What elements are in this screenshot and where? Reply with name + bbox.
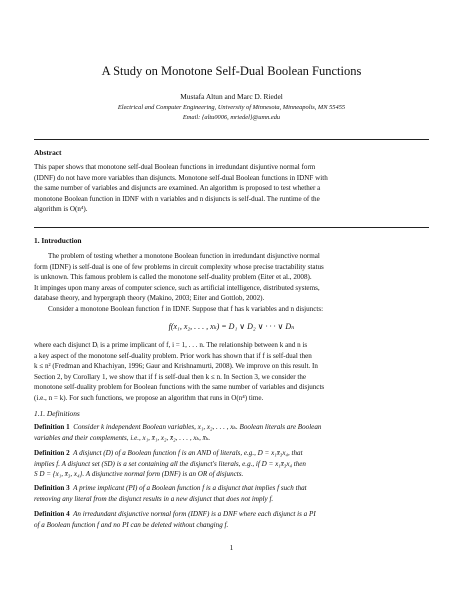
definition-line: S D = {x₁, x̄₃, x₄}. A disjunctive normal form (DNF) is an OR of disjuncts. (34, 470, 244, 479)
abstract-line: This paper shows that monotone self-dual Boolean functions in irredundant disjuntive normal form (34, 163, 316, 171)
definition-line: Consider k independent Boolean variables, x₁, x₂, . . . , xₖ. Boolean literals are Boolean (73, 423, 322, 431)
definition-label: Definition 2 (34, 449, 70, 457)
abstract-line: algorithm is O(n⁴). (34, 205, 88, 214)
definition-line: of a Boolean function f and no PI can be deleted without changing f. (34, 520, 229, 529)
intro-paragraph-1 (34, 251, 429, 315)
definition-4 (34, 509, 429, 530)
intro-line: (i.e., n = k). For such functions, we propose an algorithm that runs in O(n⁴) time. (34, 393, 264, 402)
definition-line: A disjunct (D) of a Boolean function f is an AND of literals, e.g., D = x₁x̄₃x₄, that (73, 449, 303, 457)
equation: f(x₁, x₂, . . . , xₖ) = D₁ ∨ D₂ ∨ · · · ∨ Dₙ (168, 322, 295, 331)
definition-line: implies f. A disjunct set (SD) is a set containing all the disjunct's literals, e.g., if D = x₁x̄₃x₄ then (34, 459, 306, 468)
intro-line: form (IDNF) is self-dual is one of few problems in circuit complexity whose precise tractability status (34, 262, 324, 271)
abstract-line: monotone Boolean function in IDNF with n variables and n disjuncts is self-dual. The runtime of the (34, 194, 320, 203)
definition-label: Definition 1 (34, 423, 70, 431)
definition-line: variables and their complements, i.e., x₁, x̄₁, x₂, x̄₂, . . . , xₖ, x̄ₖ. (34, 433, 211, 442)
abstract-top-rule (34, 139, 429, 140)
subsection-heading: 1.1. Definitions (34, 409, 80, 418)
intro-line: database theory, and hypergraph theory (Makino, 2003; Eiter and Gottlob, 2002). (34, 294, 265, 303)
definition-line: removing any literal from the disjunct results in a new disjunct that does not imply f. (34, 494, 274, 503)
intro-line: k ≤ n² (Fredman and Khachiyan, 1996; Gaur and Krishnamurti, 2008). We improve on this result. In (34, 362, 318, 371)
definition-2 (34, 448, 429, 480)
intro-line: a key aspect of the monotone self-duality problem. Prior work has shown that if f is self-dual then (34, 351, 312, 360)
intro-line: Consider a monotone Boolean function f in IDNF. Suppose that f has k variables and n disjuncts: (48, 304, 324, 313)
intro-heading: 1. Introduction (34, 236, 82, 245)
intro-line: The problem of testing whether a monotone Boolean function in irredundant disjunctive normal (48, 252, 320, 260)
definition-line: An irredundant disjunctive normal form (IDNF) is a DNF where each disjunct is a PI (73, 510, 316, 518)
abstract-line: the same number of variables and disjuncts are examined. An algorithm is proposed to test whether a (34, 184, 321, 193)
paper-authors: Mustafa Altun and Marc D. Riedel (180, 92, 283, 101)
paper-title: A Study on Monotone Self-Dual Boolean Functions (101, 64, 362, 78)
definition-3 (34, 483, 429, 504)
intro-line: is unknown. This famous problem is called the monotone self-duality problem (Eiter et al., 2008). (34, 273, 312, 282)
definition-1 (34, 422, 429, 443)
paper-email: Email: {altu0006, mriedel}@umn.edu (182, 114, 281, 121)
intro-line: It impinges upon many areas of computer science, such as artificial intelligence, distributed systems, (34, 283, 320, 292)
abstract-bottom-rule (34, 227, 429, 228)
intro-line: monotone self-duality problem for Boolean functions with the same number of variables and disjuncts (34, 383, 325, 392)
paper-affiliation: Electrical and Computer Engineering, University of Minnesota, Minneapolis, MN 55455 (117, 104, 346, 111)
page-number: 1 (229, 543, 234, 552)
intro-paragraph-3 (34, 340, 429, 404)
intro-line: where each disjunct Dᵢ is a prime implicant of f, i = 1, . . . n. The relationship between k and n is (34, 341, 308, 349)
definition-label: Definition 3 (34, 484, 70, 492)
abstract-body (34, 162, 429, 215)
abstract-heading: Abstract (34, 148, 62, 157)
definition-label: Definition 4 (34, 510, 70, 518)
intro-line: Section 2, by Corollary 1, we show that if f is self-dual then k ≤ n. In Section 3, we consider the (34, 372, 307, 381)
definition-line: A prime implicant (PI) of a Boolean function f is a disjunct that implies f such that (73, 484, 307, 492)
abstract-line: (IDNF) do not have more variables than disjuncts. Monotone self-dual Boolean functions in IDNF with (34, 173, 328, 182)
